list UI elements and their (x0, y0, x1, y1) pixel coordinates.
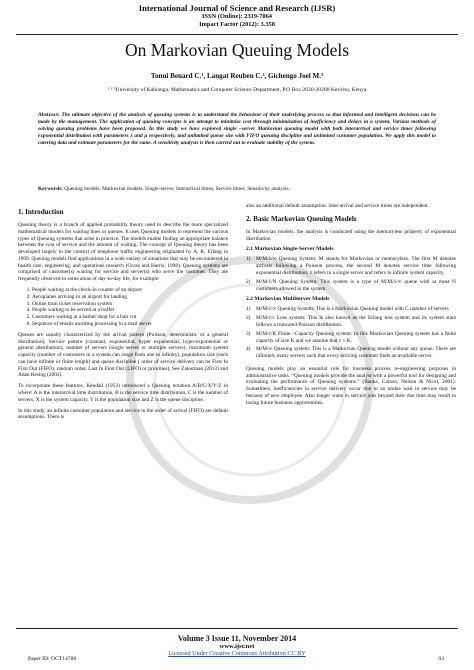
right-paragraph-1: In Markovian models, the analysis is conducted using the memoryless property of exponential distribution (246, 228, 456, 242)
abstract (38, 112, 436, 147)
section-basic-models-heading: 2. Basic Markovian Queuing Models (246, 214, 357, 223)
license-link[interactable]: Licensed Under Creative Commons Attribution CC BY (168, 650, 306, 657)
list-item: 4. People waiting to be served at a buffet (32, 307, 228, 314)
volume-issue: Volume 3 Issue 11, November 2014 (177, 634, 297, 643)
list-item: 2. Aeroplanes arriving in an airport for landing (32, 294, 228, 301)
journal-website[interactable]: www.ijsr.net (219, 643, 255, 650)
affiliation: ¹ ² ³University of Kabianga, Mathematics and Computer Science Department, P.O Box 2030-20200 Kericho, Kenya (107, 87, 367, 93)
issn: ISSN (Online): 2319-7064 (202, 13, 272, 21)
abstract-label: Abstract: (38, 112, 60, 118)
intro-paragraph-3: To incorporate these features, Kendall (1953) introduced a Queuing notation A/B/C/X/Y/Z in where: A is the interarrival time distribution, B is the service time distribution, C is the number of servers, X is the system capacity, Y is the population size and Z is the queue discipline. (18, 383, 228, 403)
keywords-text: Queuing models, Markovian models, Single-server, Interarrival times, Service times, Sensitivity analysis. (64, 186, 290, 192)
authors: Tonui Benard C.¹, Langat Reuben C.², Gichengo Joel M.³ (150, 72, 324, 80)
paper-title: On Markovian Queuing Models (124, 40, 350, 60)
intro-paragraph-1: Queuing theory is a branch of applied probability theory used to describe the more specialized mathematical models for waiting lines or queues. It uses Queuing models to represent the various types of Queuing systems that arise in practice. The models enable finding an appropriate balance between the cost of service and the amount of waiting. The concept of Queuing theory has been developed largely in the context of telephone traffic engineering originated by A. K. Erlang in 1909. Queuing models find applications in a wide variety of situations that may be encountered in health care, engineering, and operations research (Gross and Harris, 1998). Queuing systems are comprised of customer(s) waiting for service and server(s) who serve the customer. They are frequently observed in some areas of day-to-day life, for example: (18, 222, 228, 283)
list-item: 4) M/M/∞ Queuing system: This is a Markovian Queuing model without any queue. There are infinitely many servers such that every arriving customer finds an available server. (246, 346, 456, 360)
list-item: 5. Customers waiting at a barber shop for a hair cut (32, 314, 228, 321)
footer (0, 628, 474, 670)
keywords-label: Keywords: (38, 186, 63, 192)
list-item: 3. Online train ticket reservation system (32, 301, 228, 308)
list-item: 2) M/M/c/c Loss system: This is also known as the Erlang loss system and its system state follows a truncated Poisson distribution. (246, 315, 456, 328)
intro-paragraph-4: In this study, an infinite customer population and service in the order of arrival (FIFO) are default assumptions. There is (18, 407, 228, 421)
right-paragraph-0: also an additional default assumption: inter-arrival and service times are independent. (246, 203, 429, 209)
subsection-single-server-heading: 2.1 Markovian Single-Server Models (246, 246, 334, 253)
keywords (38, 186, 436, 192)
list-item: 1. People waiting at the check-in counter of an airport (32, 287, 228, 294)
impact-factor: Impact Factor (2012): 3.358 (199, 20, 275, 28)
list-item: 1) M/M/1/∞ Queuing System: M stands for Markovian or memoryless. The first M denotes arrivals following a Poisson process, the second M denotes service time following exponential distribution, 1 refers to a single server and refers to infinite system capacity. (246, 256, 456, 276)
examples-list (18, 287, 228, 328)
subsection-multiserver-heading: 2.2 Markovian Multiserver Models (246, 296, 330, 303)
list-item: 3) M/M/c/K Finite –Capacity Queuing system: In this Markovian Queuing system has a finite capacity of size K and we assume that c ≤ K. (246, 330, 456, 344)
list-item: 2) M/M/1/N Queuing System: This system is a type of M/M/1/∞ queue with at most N customers allowed in the system. (246, 278, 456, 292)
list-item: 1) M/M/c/∞ Queuing System: This is a Markovian Queuing model with C number of servers (246, 306, 449, 313)
header-rule (16, 34, 458, 35)
left-column (18, 203, 228, 425)
right-paragraph-2: Queuing models play an essential role for business process re-engineering purposes in administrative tasks. “Queuing models provide the analyst with a powerful tool for designing and evaluating the performance of Queuing systems.” (Banks, Carson, Nelson & Nicol, 2001). Sometimes, inefficiencies in service delivery occur due to an undue wait in service may be because of new employee. Also longer waits in service jobs beyond their due time may result in losing future business opportunities. (246, 365, 456, 406)
abstract-text: The ultimate objective of the analysis of queuing systems is to understand the behaviour of their underlying process so that informed and intelligent decisions can be made by the management. The application of queuing concepts is an attempt to minimize cost through minimization of inefficiency and delays in a system. Various methods of solving queuing problems have been proposed. In this study we have explored single –server Markovian queuing model with both interarrival and service times following exponential distribution with parameters λ and μ respectively, and unlimited queue size with FIFO queuing discipline and unlimited customer population. We apply this model to catering data and estimate parameters for the same. A sensitivity analysis is then carried out to evaluate stability of the system. (38, 112, 436, 146)
journal-name: International Journal of Science and Research (IJSR) (138, 3, 336, 13)
right-column (246, 203, 456, 411)
list-item: 6. Sequence of emails awaiting processing in a mail server (32, 321, 228, 328)
journal-header (0, 0, 474, 28)
paper-id: Paper ID: OCT14788 (28, 656, 77, 662)
section-introduction-heading: 1. Introduction (18, 208, 64, 216)
page-number: 93 (438, 656, 444, 662)
intro-paragraph-2: Queues are usually characterized by the arrival pattern (Poisson, deterministic or a general distribution), Service pattern (constant, exponential, hyper exponential, hypo-exponential or general distribution), number of servers (single server or multiple servers), maximum system capacity (number of customers in a system can range from one to infinity), population size (each can have infinite or finite length) and queue discipline ( order of service delivery can be First In First Out (FIFO), random order, Last In First Out (LIFO) or priorities), See Zukerman (2013) and Adan Resing (2002). (18, 331, 228, 379)
